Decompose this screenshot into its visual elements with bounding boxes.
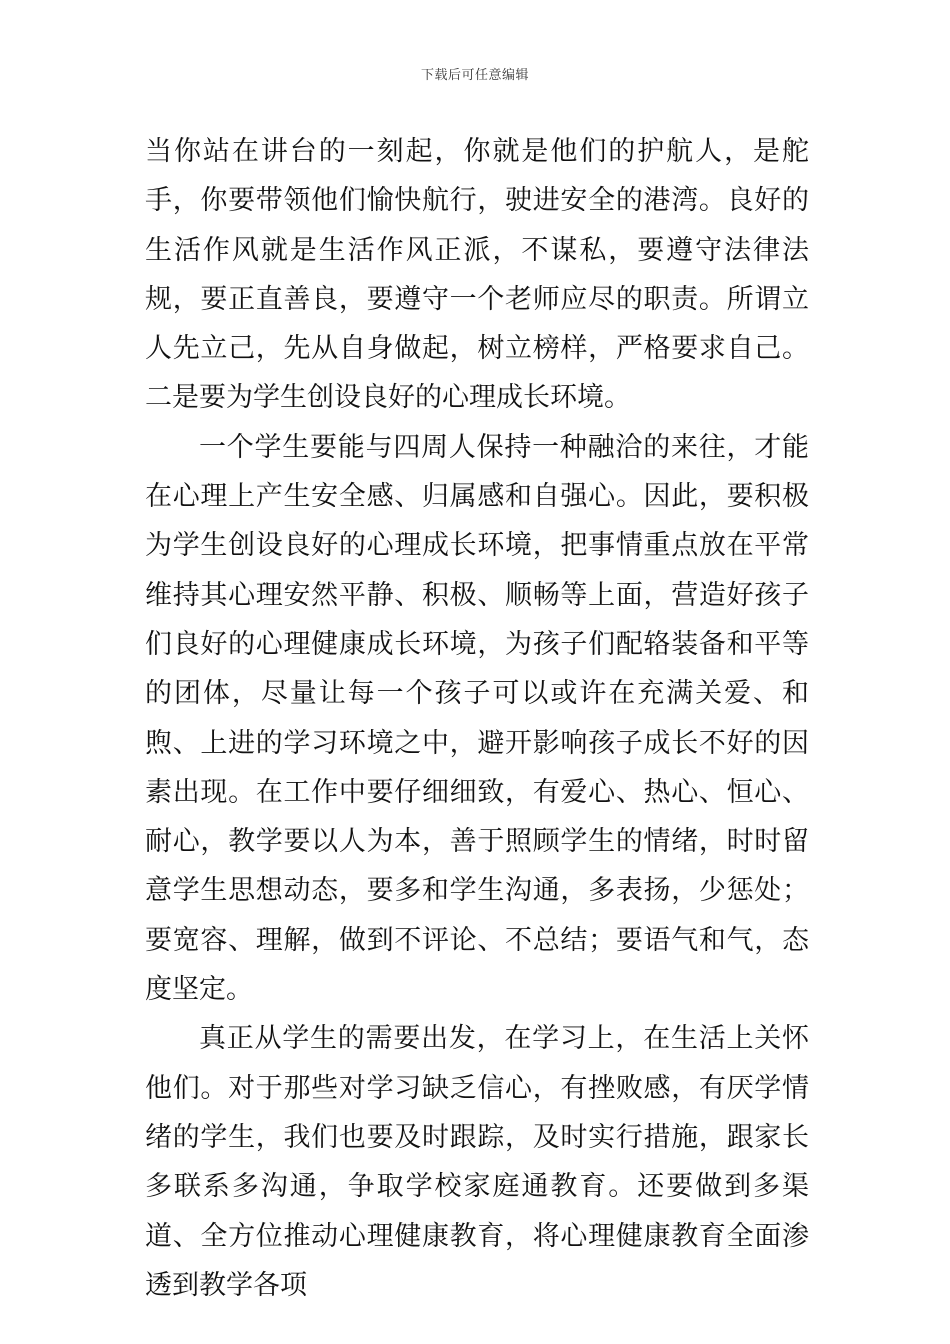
page-header: 下载后可任意编辑 bbox=[420, 68, 529, 83]
paragraph-3: 真正从学生的需要出发，在学习上，在生活上关怀他们。对于那些对学习缺乏信心，有挫败感，有厌学情绪的学生，我们也要及时跟踪，及时实行措施，跟家长多联系多沟通，争取学校家庭通教育。还要做到多渠道、全方位推动心理健康教育，将心理健康教育全面渗透到教学各项 bbox=[145, 1023, 809, 1301]
paragraph-2: 一个学生要能与四周人保持一种融洽的来往，才能在心理上产生安全感、归属感和自强心。因此，要积极为学生创设良好的心理成长环境，把事情重点放在平常维持其心理安然平静、积极、顺畅等上面，营造好孩子们良好的心理健康成长环境，为孩子们配辂装备和平等的团体，尽量让每一个孩子可以或许在充满关爱、和煦、上进的学习环境之中，避开影响孩子成长不好的因素出现。在工作中要仔细细致，有爱心、热心、恒心、耐心，教学要以人为本，善于照顾学生的情绪，时时留意学生思想动态，要多和学生沟通，多表扬，少惩处；要宽容、理解，做到不评论、不总结；要语气和气，态度坚定。 bbox=[145, 431, 809, 1006]
paragraph-1: 当你站在讲台的一刻起，你就是他们的护航人，是舵手，你要带领他们愉快航行，驶进安全的港湾。良好的生活作风就是生活作风正派，不谋私，要遵守法律法规，要正直善良，要遵守一个老师应尽的职责。所谓立人先立己，先从自身做起，树立榜样，严格要求自己。二是要为学生创设良好的心理成长环境。 bbox=[145, 136, 809, 414]
document-body bbox=[145, 127, 809, 1310]
